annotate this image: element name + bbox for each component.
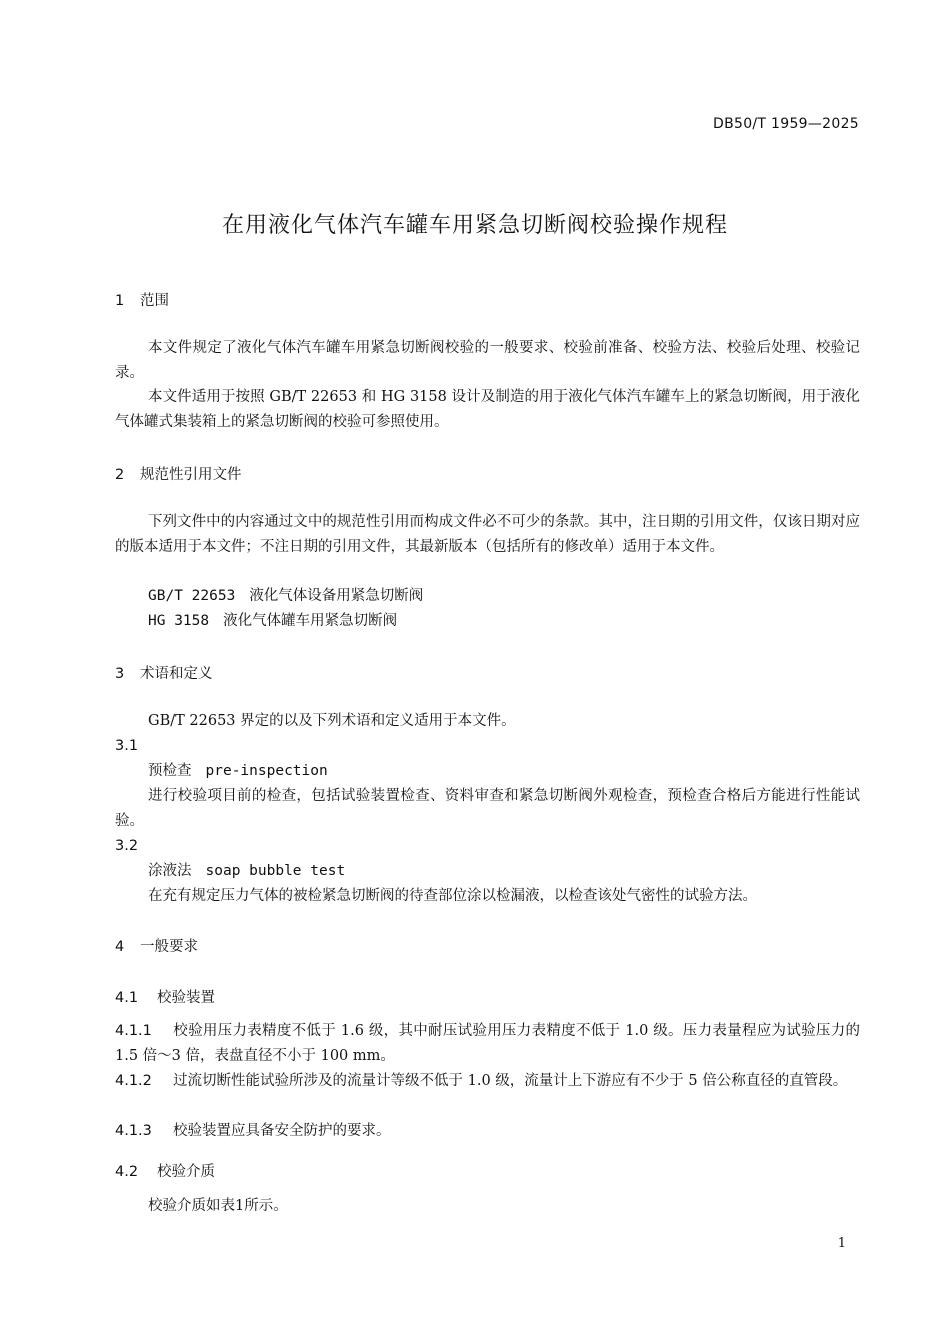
section-2-heading <box>115 463 242 484</box>
reference-code: HG 3158 <box>148 613 210 629</box>
term-entry <box>148 859 345 884</box>
subsection-title: 校验介质 <box>157 1164 215 1180</box>
section-number: 2 <box>115 467 125 483</box>
clause-text: 校验用压力表精度不低于 1.6 级，其中耐压试验用压力表精度不低于 1.0 级。压力表量程应为试验压力的 1.5 倍～3 倍，表盘直径不小于 100 mm。 <box>115 1023 860 1064</box>
reference-code: GB/T 22653 <box>148 588 236 604</box>
clause-number: 4.1.1 <box>115 1023 152 1039</box>
normative-reference <box>148 584 423 609</box>
section-1-heading <box>115 289 169 310</box>
section-number: 3 <box>115 666 125 682</box>
reference-name: 液化气体罐车用紧急切断阀 <box>223 613 398 629</box>
term-english: pre-inspection <box>205 763 328 779</box>
section-number: 4 <box>115 939 125 955</box>
term-definition: 进行校验项目前的检查，包括试验装置检查、资料审查和紧急切断阀外观检查，预检查合格后方能进行性能试验。 <box>115 788 860 829</box>
term-definition: 在充有规定压力气体的被检紧急切断阀的待查部位涂以检漏液，以检查该处气密性的试验方法。 <box>148 888 757 904</box>
normative-reference <box>148 609 397 634</box>
section-title: 术语和定义 <box>140 666 213 682</box>
clause-number: 4.1.3 <box>115 1123 152 1139</box>
term-number: 3.1 <box>115 738 139 754</box>
term-english: soap bubble test <box>205 863 346 879</box>
term-chinese: 涂液法 <box>148 863 192 879</box>
section-number: 1 <box>115 293 125 309</box>
terms-intro: GB/T 22653 界定的以及下列术语和定义适用于本文件。 <box>148 713 516 729</box>
subsection-number: 4.2 <box>115 1164 139 1180</box>
clause-text: 校验装置应具备安全防护的要求。 <box>173 1123 391 1139</box>
section-1-paragraph-1: 本文件规定了液化气体汽车罐车用紧急切断阀校验的一般要求、校验前准备、校验方法、校验后处理、校验记录。 <box>115 340 860 381</box>
term-number: 3.2 <box>115 838 139 854</box>
section-3-heading <box>115 662 213 683</box>
section-1-paragraph-2: 本文件适用于按照 GB/T 22653 和 HG 3158 设计及制造的用于液化气体汽车罐车上的紧急切断阀，用于液化气体罐式集装箱上的紧急切断阀的校验可参照使用。 <box>115 389 860 430</box>
clause-4-1-1 <box>115 1019 860 1069</box>
document-code: DB50/T 1959—2025 <box>713 116 859 132</box>
reference-name: 液化气体设备用紧急切断阀 <box>249 588 424 604</box>
term-chinese: 预检查 <box>148 763 192 779</box>
term-entry <box>148 759 328 784</box>
section-title: 一般要求 <box>140 939 198 955</box>
section-4-heading <box>115 935 198 956</box>
clause-4-1-3 <box>115 1119 860 1144</box>
section-2-paragraph-1: 下列文件中的内容通过文中的规范性引用而构成文件必不可少的条款。其中，注日期的引用文件，仅该日期对应的版本适用于本文件；不注日期的引用文件，其最新版本（包括所有的修改单）适用于本文件。 <box>115 514 860 555</box>
document-title: 在用液化气体汽车罐车用紧急切断阀校验操作规程 <box>221 213 728 238</box>
section-title: 规范性引用文件 <box>140 467 242 483</box>
subsection-4-2-heading <box>115 1160 215 1181</box>
subsection-4-1-heading <box>115 986 215 1007</box>
clause-number: 4.1.2 <box>115 1073 152 1089</box>
clause-4-1-2 <box>115 1069 860 1094</box>
subsection-title: 校验装置 <box>157 990 215 1006</box>
section-title: 范围 <box>140 293 169 309</box>
page-number: 1 <box>837 1236 846 1251</box>
subsection-number: 4.1 <box>115 990 139 1006</box>
subsection-4-2-paragraph: 校验介质如表1所示。 <box>148 1198 288 1214</box>
clause-text: 过流切断性能试验所涉及的流量计等级不低于 1.0 级，流量计上下游应有不少于 5 倍公称直径的直管段。 <box>173 1073 848 1089</box>
